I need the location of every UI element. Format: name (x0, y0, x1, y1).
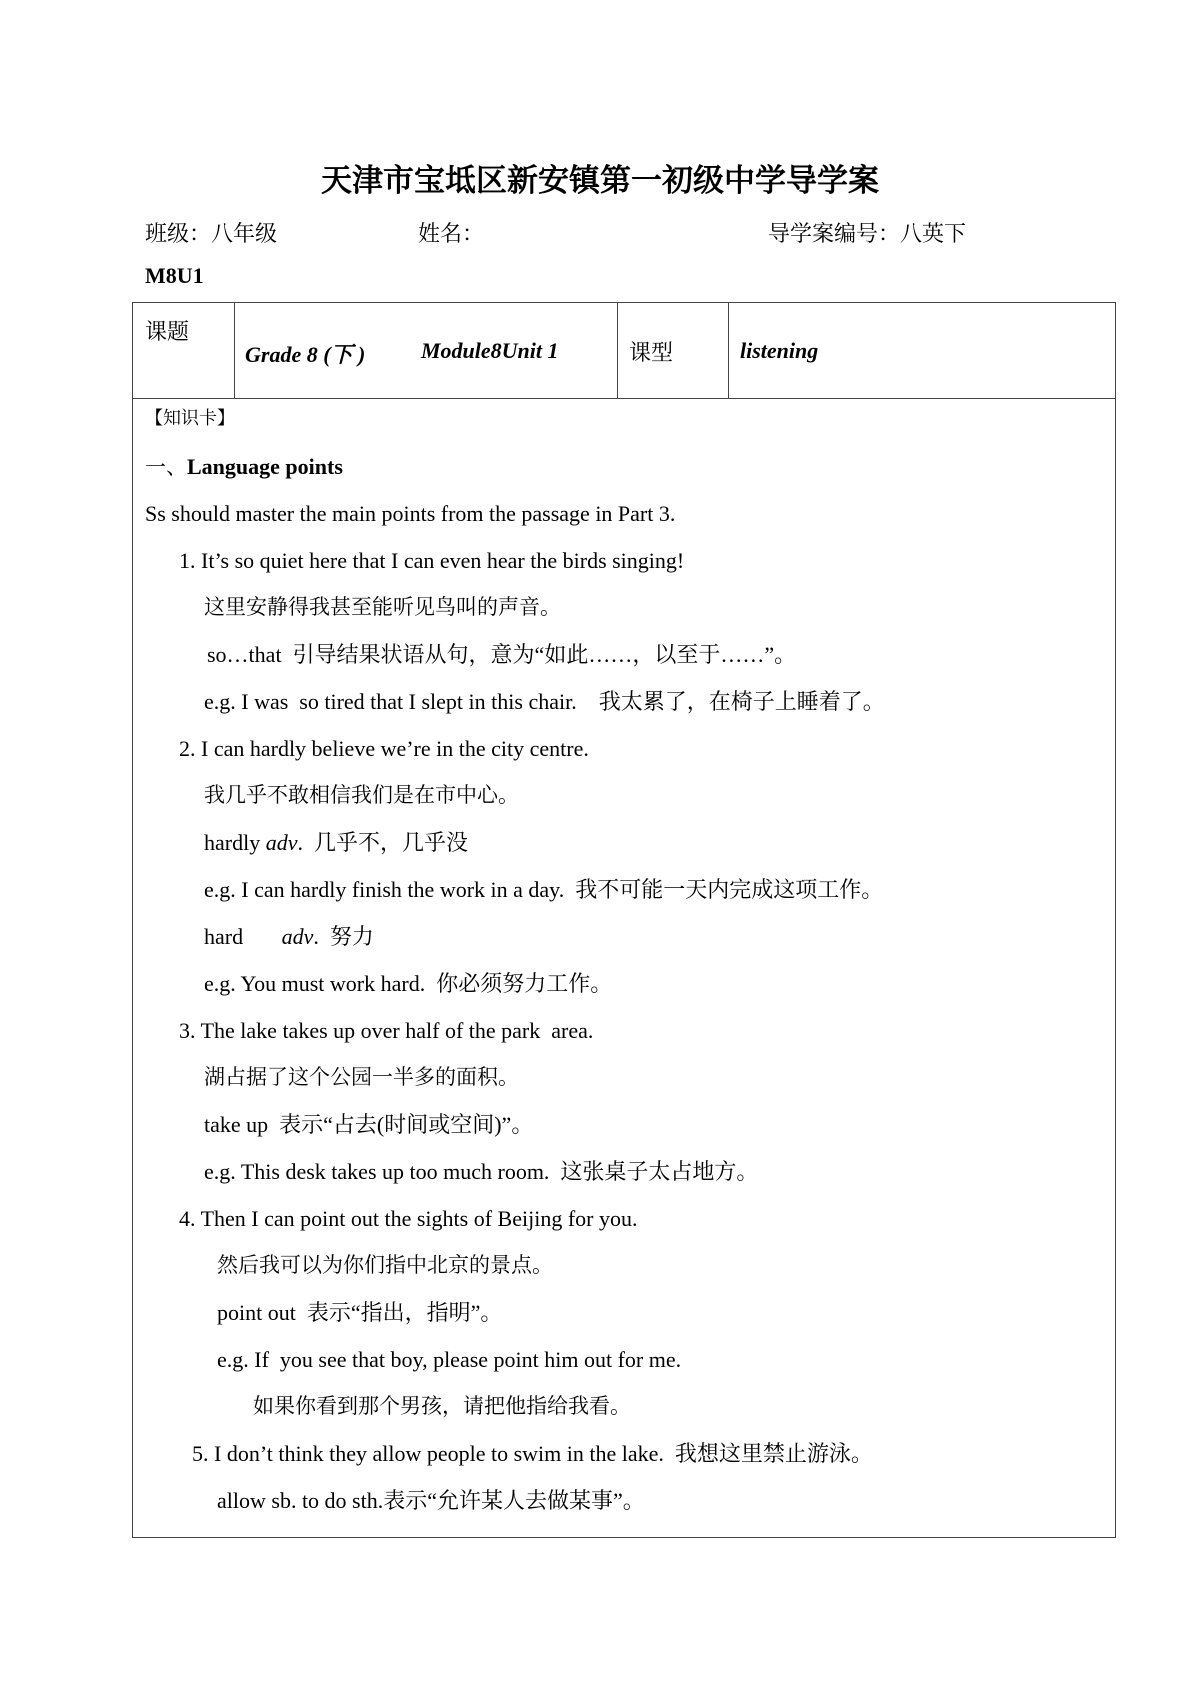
column-divider (617, 303, 618, 398)
point-5-sentence: 5. I don’t think they allow people to swim in the lake. 我想这里禁止游泳。 (192, 1441, 873, 1466)
code-continuation: M8U1 (145, 263, 204, 288)
section-heading (145, 456, 343, 478)
point-1-sentence: 1. It’s so quiet here that I can even hear the birds singing! (179, 548, 685, 573)
module-value: Module8Unit 1 (421, 338, 559, 363)
point-4-example: e.g. If you see that boy, please point him out for me. (217, 1347, 682, 1372)
type-value: listening (740, 338, 819, 363)
point-3-note: take up 表示“占去(时间或空间)”。 (204, 1112, 534, 1137)
note-meaning: . 努力 (313, 924, 374, 949)
point-1-example: e.g. I was so tired that I slept in this chair. 我太累了，在椅子上睡着了。 (204, 689, 885, 714)
point-3-sentence: 3. The lake takes up over half of the park area. (179, 1018, 594, 1043)
point-4-translation: 然后我可以为你们指中北京的景点。 (217, 1253, 553, 1277)
lesson-header-table (132, 302, 1116, 399)
code-label: 导学案编号：八英下 (768, 222, 967, 247)
point-3-translation: 湖占据了这个公园一半多的面积。 (204, 1065, 519, 1089)
class-label: 班级：八年级 (145, 222, 278, 247)
note-pos: adv (281, 924, 314, 949)
note-word: hard (204, 924, 282, 949)
section-prefix: 一、 (145, 455, 187, 479)
note-word: hardly (204, 830, 266, 855)
name-label: 姓名： (418, 222, 485, 247)
grade-value: Grade 8 (下 ) (245, 342, 366, 367)
point-2-note-2 (204, 926, 374, 948)
point-4-example-translation: 如果你看到那个男孩，请把他指给我看。 (253, 1394, 631, 1418)
type-label: 课型 (629, 341, 674, 366)
page-title: 天津市宝坻区新安镇第一初级中学导学案 (321, 163, 879, 199)
point-3-example: e.g. This desk takes up too much room. 这张桌子太占地方。 (204, 1159, 759, 1184)
note-meaning: . 几乎不，几乎没 (297, 830, 468, 855)
point-5-note: allow sb. to do sth.表示“允许某人去做某事”。 (217, 1488, 645, 1513)
point-2-translation: 我几乎不敢相信我们是在市中心。 (204, 783, 519, 807)
card-label: 【知识卡】 (145, 408, 235, 429)
column-divider (728, 303, 729, 398)
point-4-note: point out 表示“指出，指明”。 (217, 1300, 503, 1325)
point-4-sentence: 4. Then I can point out the sights of Beijing for you. (179, 1206, 638, 1231)
point-2-example: e.g. I can hardly finish the work in a day. 我不可能一天内完成这项工作。 (204, 877, 884, 902)
section-title: Language points (187, 454, 343, 479)
point-1-note: so…that 引导结果状语从句，意为“如此……，以至于……”。 (207, 642, 797, 667)
topic-label: 课题 (145, 320, 190, 345)
point-2-note (204, 832, 468, 854)
knowledge-card (132, 398, 1116, 1538)
point-2-example-2: e.g. You must work hard. 你必须努力工作。 (204, 971, 613, 996)
note-pos: adv (265, 830, 298, 855)
column-divider (234, 303, 235, 398)
point-1-translation: 这里安静得我甚至能听见鸟叫的声音。 (204, 595, 561, 619)
point-2-sentence: 2. I can hardly believe we’re in the city centre. (179, 736, 589, 761)
intro-text: Ss should master the main points from the passage in Part 3. (145, 501, 676, 526)
